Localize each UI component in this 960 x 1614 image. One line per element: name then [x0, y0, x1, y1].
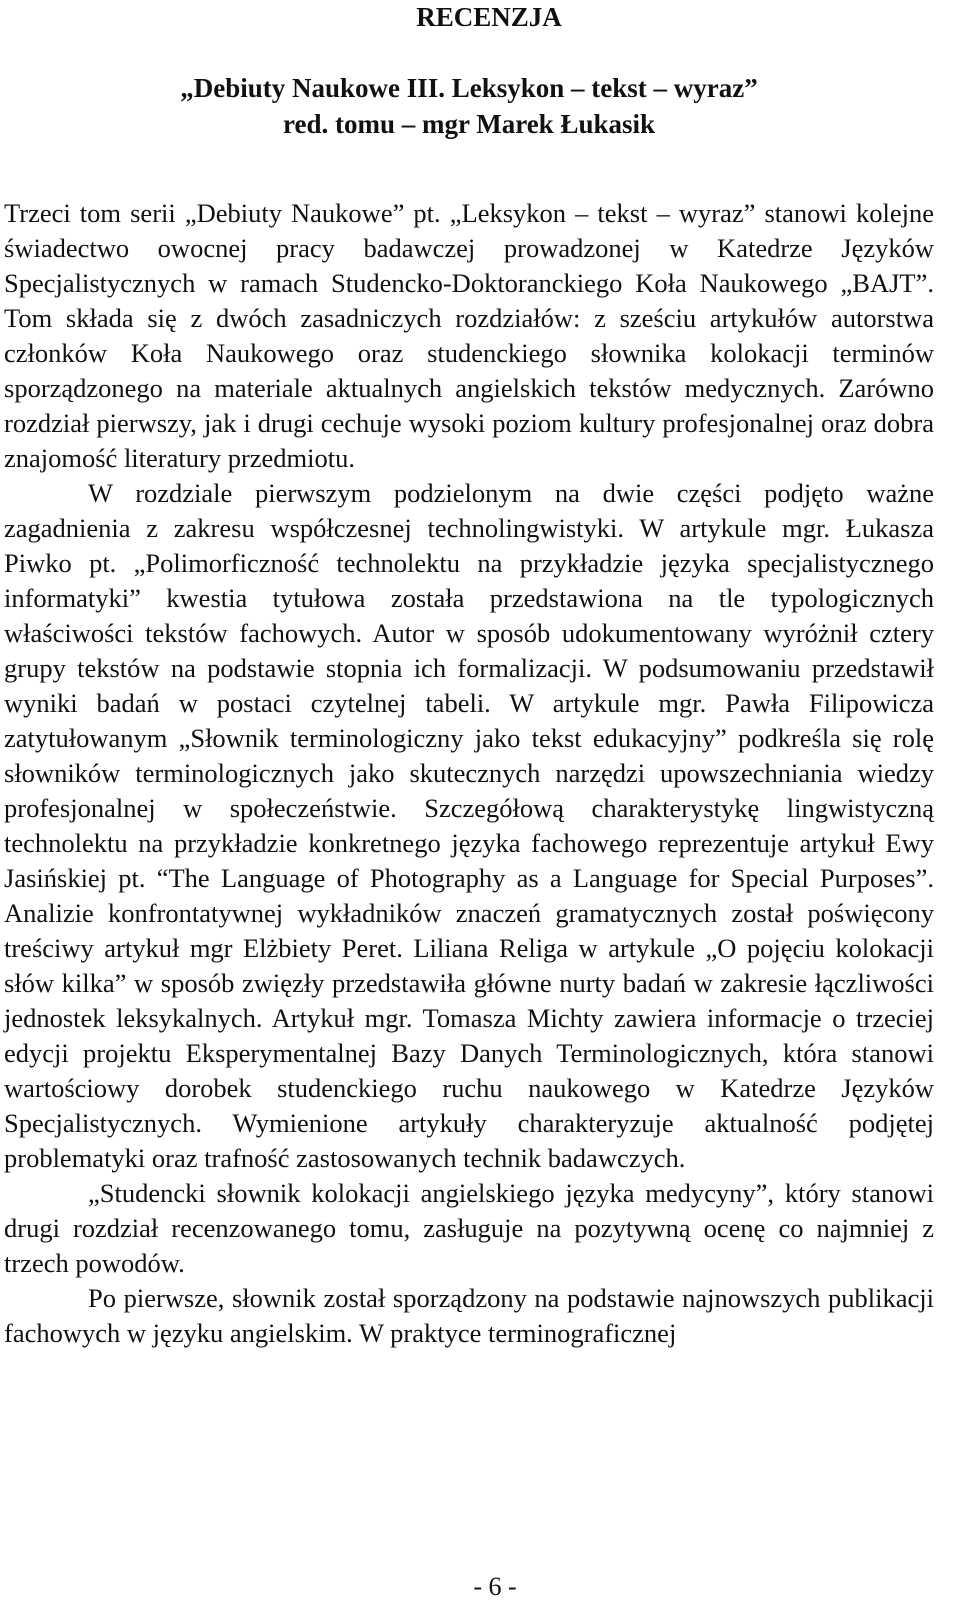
review-heading: RECENZJA: [416, 2, 562, 32]
book-title: „Debiuty Naukowe III. Leksykon – tekst – wyraz”: [180, 73, 758, 103]
paragraph-chapter-two: „Studencki słownik kolokacji angielskiego języka medycyny”, który stanowi drugi rozdział recenzowanego tomu, zasługuje na pozytywną ocenę co najmniej z trzech powodów.: [4, 1178, 934, 1278]
page-number: - 6 -: [473, 1572, 517, 1601]
paragraph-chapter-one: W rozdziale pierwszym podzielonym na dwie części podjęto ważne zagadnienia z zakresu współczesnej technolingwistyki. W artykule mgr. Łukasza Piwko pt. „Polimorficzność technolektu na przykładzie języka specjalistycznego informatyki” kwestia tytułowa została przedstawiona na tle typologicznych właściwości tekstów fachowych. Autor w sposób udokumentowany wyróżnił cztery grupy tekstów na podstawie stopnia ich formalizacji. W podsumowaniu przedstawił wyniki badań w postaci czytelnej tabeli. W artykule mgr. Pawła Filipowicza zatytułowanym „Słownik terminologiczny jako tekst edukacyjny” podkreśla się rolę słowników terminologicznych jako skutecznych narzędzi upowszechniania wiedzy profesjonalnej w społeczeństwie. Szczegółową charakterystykę lingwistyczną technolektu na przykładzie konkretnego języka fachowego reprezentuje artykuł Ewy Jasińskiej pt. “The Language of Photography as a Language for Special Purposes”. Analizie konfrontatywnej wykładników znaczeń gramatycznych został poświęcony treściwy artykuł mgr Elżbiety Peret. Liliana Religa w artykule „O pojęciu kolokacji słów kilka” w sposób zwięzły przedstawiła główne nurty badań w zakresie łączliwości jednostek leksykalnych. Artykuł mgr. Tomasza Michty zawiera informacje o trzeciej edycji projektu Eksperymentalnej Bazy Danych Terminologicznych, która stanowi wartościowy dorobek studenckiego ruchu naukowego w Katedrze Języków Specjalistycznych. Wymienione artykuły charakteryzuje aktualność podjętej problematyki oraz trafność zastosowanych technik badawczych.: [4, 478, 934, 1173]
document-page: [4, 0, 934, 1351]
paragraph-intro: Trzeci tom serii „Debiuty Naukowe” pt. „Leksykon – tekst – wyraz” stanowi kolejne świadectwo owocnej pracy badawczej prowadzonej w Katedrze Języków Specjalistycznych w ramach Studencko-Doktoranckiego Koła Naukowego „BAJT”. Tom składa się z dwóch zasadniczych rozdziałów: z sześciu artykułów autorstwa członków Koła Naukowego oraz studenckiego słownika kolokacji terminów sporządzonego na materiale aktualnych angielskich tekstów medycznych. Zarówno rozdział pierwszy, jak i drugi cechuje wysoki poziom kultury profesjonalnej oraz dobra znajomość literatury przedmiotu.: [4, 198, 934, 473]
volume-editor: red. tomu – mgr Marek Łukasik: [282, 109, 656, 139]
review-body: [4, 196, 934, 1351]
paragraph-first-reason: Po pierwsze, słownik został sporządzony na podstawie najnowszych publikacji fachowych w języku angielskim. W praktyce terminograficznej: [4, 1283, 934, 1348]
